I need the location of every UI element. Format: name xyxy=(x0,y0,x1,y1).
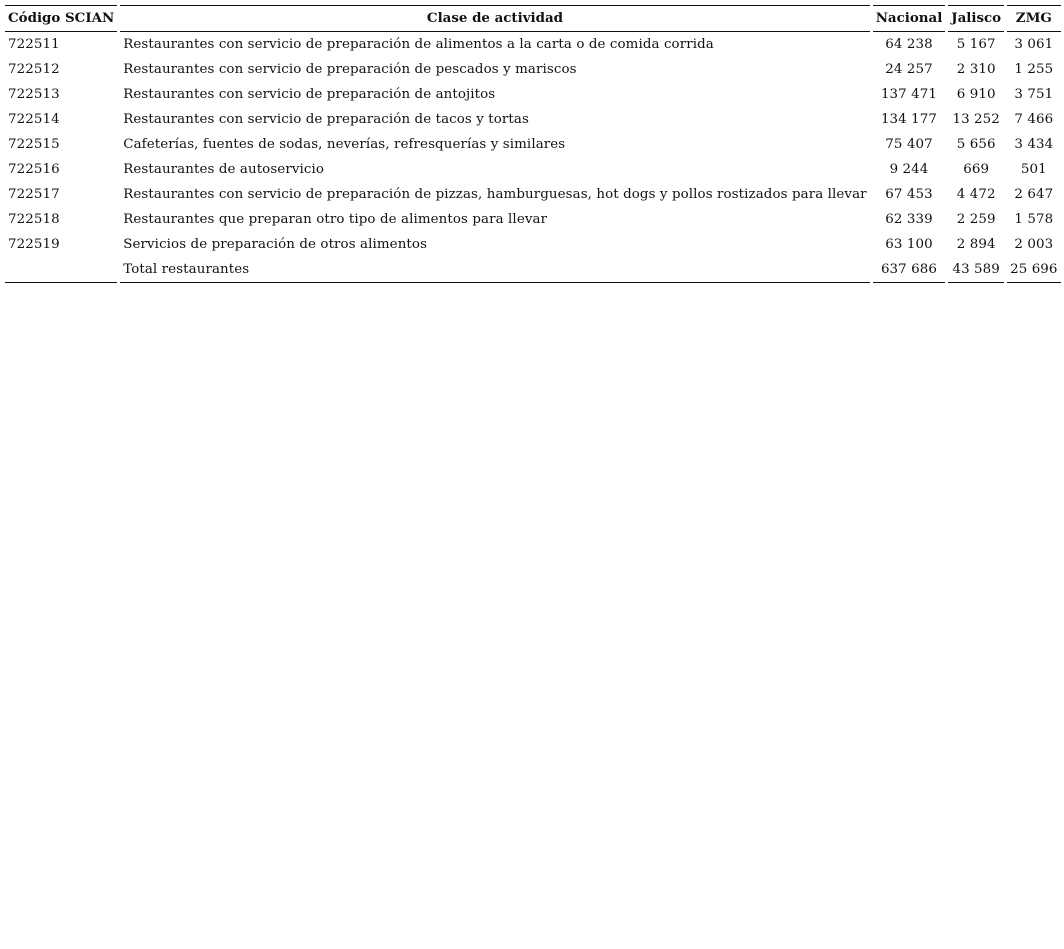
cell-code: 722518 xyxy=(8,212,60,227)
cell-code: 722516 xyxy=(8,162,60,177)
cell-jalisco: 13 252 xyxy=(952,112,1000,127)
cell-activity: Restaurantes de autoservicio xyxy=(123,162,325,177)
table-row xyxy=(5,132,1061,157)
cell-zmg: 25 696 xyxy=(1007,257,1060,283)
cell-zmg: 2 003 xyxy=(1014,237,1054,252)
restaurant-activity-table-container xyxy=(5,5,1058,283)
table-row xyxy=(5,157,1061,182)
cell-zmg: 501 xyxy=(1020,162,1047,177)
cell-zmg: 3 751 xyxy=(1014,87,1054,102)
cell-activity: Restaurantes con servicio de preparación de antojitos xyxy=(123,87,496,102)
cell-code: 722513 xyxy=(8,87,60,102)
cell-zmg: 1 255 xyxy=(1014,62,1054,77)
header-jalisco: Jalisco xyxy=(948,5,1004,32)
cell-national: 64 238 xyxy=(885,37,933,52)
header-national: Nacional xyxy=(873,5,946,32)
header-activity: Clase de actividad xyxy=(120,5,869,32)
cell-national: 137 471 xyxy=(880,87,938,102)
table-row xyxy=(5,207,1061,232)
cell-activity: Servicios de preparación de otros alimentos xyxy=(123,237,428,252)
total-row xyxy=(5,257,1061,283)
restaurant-activity-table xyxy=(2,5,1064,283)
cell-zmg: 3 434 xyxy=(1014,137,1054,152)
cell-zmg: 3 061 xyxy=(1014,37,1054,52)
table-row xyxy=(5,32,1061,57)
cell-activity: Cafeterías, fuentes de sodas, neverías, refresquerías y similares xyxy=(123,137,566,152)
table-row xyxy=(5,232,1061,257)
table-body xyxy=(5,32,1061,283)
cell-national: 24 257 xyxy=(885,62,933,77)
cell-code: 722512 xyxy=(8,62,60,77)
cell-national: 63 100 xyxy=(885,237,933,252)
cell-code: 722515 xyxy=(8,137,60,152)
cell-activity: Restaurantes con servicio de preparación de tacos y tortas xyxy=(123,112,529,127)
cell-code: 722511 xyxy=(8,37,60,52)
cell-activity: Restaurantes con servicio de preparación de pescados y mariscos xyxy=(123,62,577,77)
cell-code: 722517 xyxy=(8,187,60,202)
cell-code: 722514 xyxy=(8,112,60,127)
cell-jalisco: 669 xyxy=(963,162,990,177)
cell-national: 637 686 xyxy=(873,257,946,283)
cell-jalisco: 2 894 xyxy=(956,237,996,252)
header-code: Código SCIAN xyxy=(5,5,117,32)
cell-activity: Restaurantes con servicio de preparación de pizzas, hamburguesas, hot dogs y pollos rostizados para llevar xyxy=(123,187,867,202)
cell-national: 75 407 xyxy=(885,137,933,152)
cell-national: 67 453 xyxy=(885,187,933,202)
cell-jalisco: 6 910 xyxy=(956,87,996,102)
cell-zmg: 1 578 xyxy=(1014,212,1054,227)
table-header xyxy=(5,5,1061,32)
cell-jalisco: 5 167 xyxy=(956,37,996,52)
cell-activity: Restaurantes que preparan otro tipo de alimentos para llevar xyxy=(123,212,548,227)
table-row xyxy=(5,57,1061,82)
cell-code: 722519 xyxy=(8,237,60,252)
cell-jalisco: 43 589 xyxy=(948,257,1004,283)
cell-jalisco: 2 259 xyxy=(956,212,996,227)
cell-national: 62 339 xyxy=(885,212,933,227)
header-zmg: ZMG xyxy=(1007,5,1060,32)
table-row xyxy=(5,182,1061,207)
cell-zmg: 7 466 xyxy=(1014,112,1054,127)
cell-national: 9 244 xyxy=(889,162,929,177)
cell-jalisco: 5 656 xyxy=(956,137,996,152)
cell-activity: Total restaurantes xyxy=(120,257,869,283)
cell-zmg: 2 647 xyxy=(1014,187,1054,202)
cell-activity: Restaurantes con servicio de preparación de alimentos a la carta o de comida corrida xyxy=(123,37,714,52)
cell-national: 134 177 xyxy=(880,112,938,127)
cell-jalisco: 2 310 xyxy=(956,62,996,77)
header-row xyxy=(5,5,1061,32)
cell-jalisco: 4 472 xyxy=(956,187,996,202)
table-row xyxy=(5,82,1061,107)
cell-code xyxy=(5,257,117,283)
table-row xyxy=(5,107,1061,132)
